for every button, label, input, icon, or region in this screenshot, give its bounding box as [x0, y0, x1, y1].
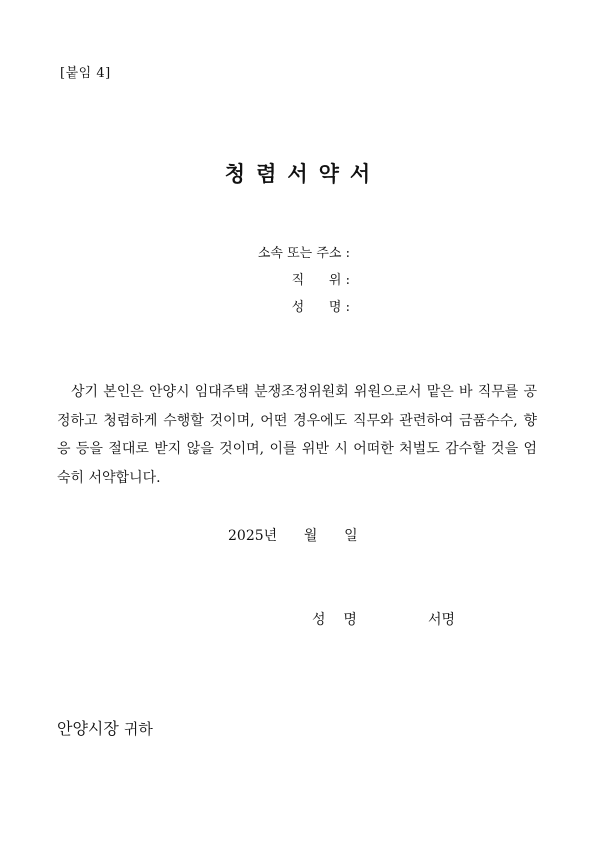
page-title: 청렴서약서: [224, 162, 382, 186]
signature-name-label: 성 명: [312, 612, 357, 628]
addressee: [57, 716, 153, 739]
attachment-label: [붙임 4]: [60, 66, 111, 81]
addressee-honorific: 귀하: [123, 720, 153, 738]
name-row: [220, 294, 350, 321]
name-label: 성 명 :: [291, 300, 350, 315]
position-row: [220, 267, 350, 294]
affiliation-row: [220, 240, 350, 267]
date-line: 2025년 월 일: [228, 528, 358, 544]
signature-seal-label: 서명: [428, 612, 456, 628]
position-label: 직 위 :: [291, 273, 350, 288]
pledge-statement: 상기 본인은 안양시 임대주택 분쟁조정위원회 위원으로서 맡은 바 직무를 공정하고 청렴하게 수행할 것이며, 어떤 경우에도 직무와 관련하여 금품수수, 향응 등을 절대로 받지 않을 것이며, 이를 위반 시 어떠한 처벌도 감수할 것을 엄숙히 서약합니다.: [57, 384, 537, 486]
addressee-org: 안양시장: [57, 719, 119, 738]
pledger-info: [220, 240, 350, 321]
affiliation-label: 소속 또는 주소 :: [257, 246, 350, 261]
